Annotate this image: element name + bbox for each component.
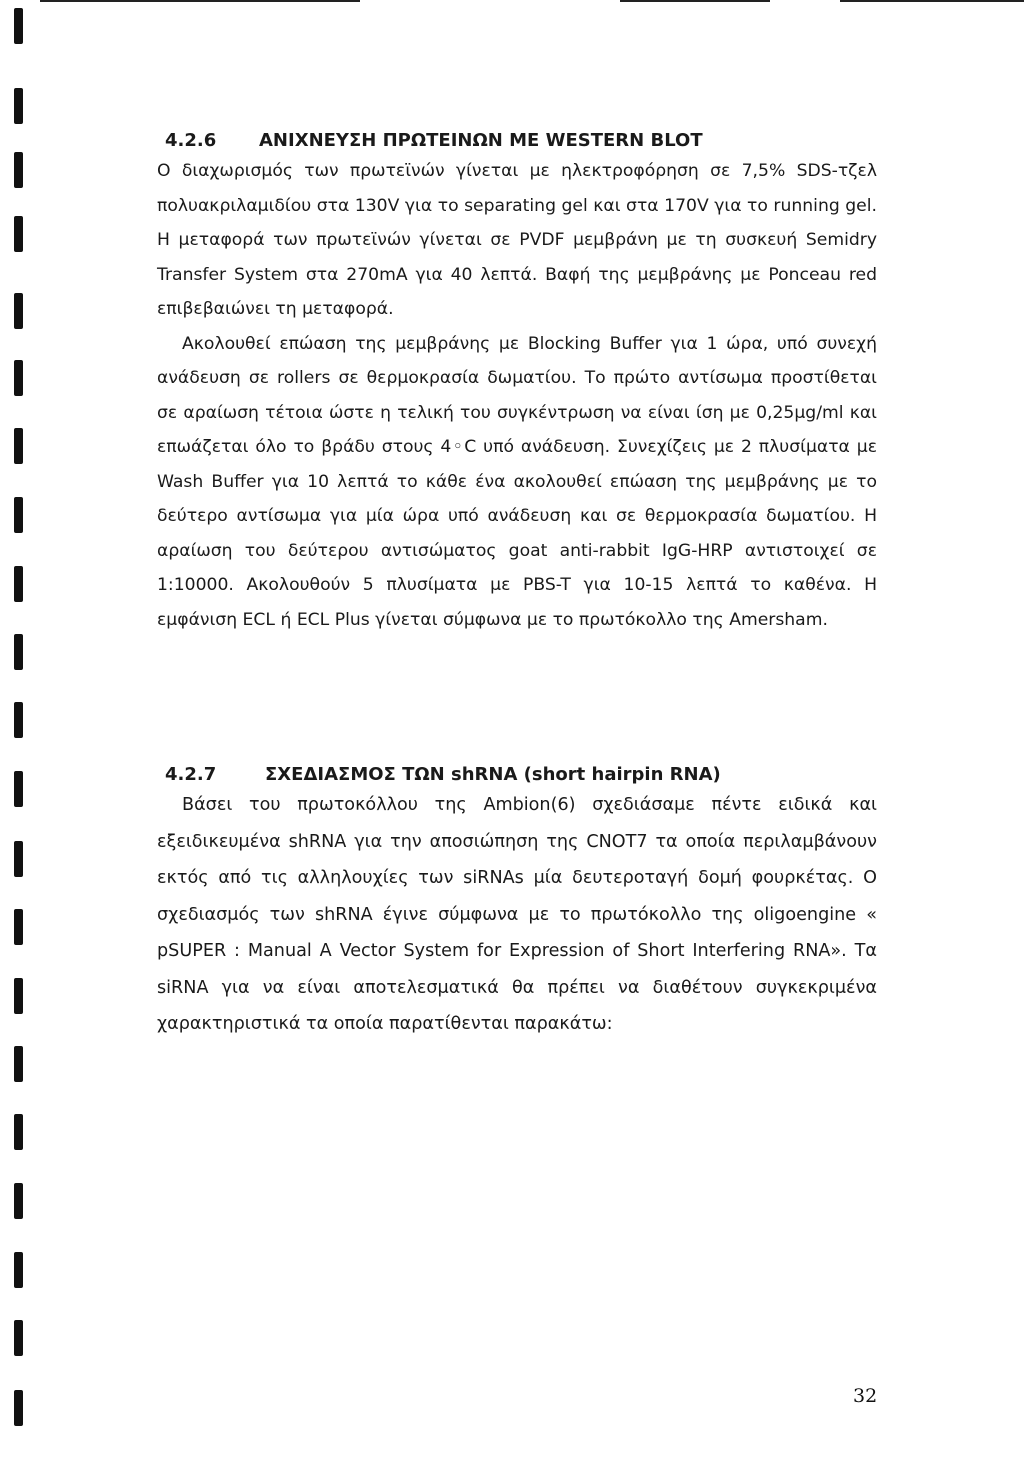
binding-mark	[14, 841, 23, 877]
binding-mark	[14, 293, 23, 329]
binding-mark	[14, 88, 23, 124]
scan-edge-line	[840, 0, 1024, 2]
binding-mark	[14, 566, 23, 602]
binding-mark	[14, 360, 23, 396]
paragraph: Ο διαχωρισμός των πρωτεϊνών γίνεται με ηλεκτροφόρηση σε 7,5% SDS-τζελ πολυακριλαμιδίου στα 130V για το separating gel και στα 170V για το running gel. Η μεταφορά των πρωτεϊνών γίνεται σε PVDF μεμβράνη με τη συσκευή Semidry Transfer System στα 270mA για 40 λεπτά. Βαφή της μεμβράνης με Ponceau red επιβεβαιώνει τη μεταφορά.	[157, 161, 877, 319]
binding-mark	[14, 978, 23, 1014]
section-title: ΣΧΕΔΙΑΣΜΟΣ ΤΩΝ shRNA (short hairpin RNA)	[265, 764, 721, 785]
binding-marks	[14, 0, 28, 1463]
binding-mark	[14, 1390, 23, 1426]
paragraph: Ακολουθεί επώαση της μεμβράνης με Blocking Buffer για 1 ώρα, υπό συνεχή ανάδευση σε rollers σε θερμοκρασία δωματίου. Το πρώτο αντίσωμα προστίθεται σε αραίωση τέτοια ώστε η τελική του συγκέντρωση να είναι ίση με 0,25μg/ml και επωάζεται όλο το βράδυ στους 4◦C υπό ανάδευση. Συνεχίζεις με 2 πλυσίματα με Wash Buffer για 10 λεπτά το κάθε ένα ακολουθεί επώαση της μεμβράνης με το δεύτερο αντίσωμα για μία ώρα υπό ανάδευση και σε θερμοκρασία δωματίου. Η αραίωση του δεύτερου αντισώματος goat anti-rabbit IgG-HRP αντιστοιχεί σε 1:10000. Ακολουθούν 5 πλυσίματα με PBS-T για 10-15 λεπτά το καθένα. Η εμφάνιση ECL ή ECL Plus γίνεται σύμφωνα με το πρωτόκολλο της Amersham.	[157, 333, 877, 630]
binding-mark	[14, 909, 23, 945]
section-heading	[165, 764, 877, 785]
binding-mark	[14, 1183, 23, 1219]
binding-mark	[14, 1046, 23, 1082]
binding-mark	[14, 771, 23, 807]
section-heading	[165, 130, 877, 151]
paragraph: Βάσει του πρωτοκόλλου της Ambion(6) σχεδιάσαμε πέντε ειδικά και εξειδικευμένα shRNA για την αποσιώπηση της CNOT7 τα οποία περιλαμβάνουν εκτός από τις αλληλουχίες των siRNAs μία δευτεροταγή δομή φουρκέτας. Ο σχεδιασμός των shRNA έγινε σύμφωνα με το πρωτόκολλο της oligoengine « pSUPER : Manual A Vector System for Expression of Short Interfering RNA». Τα siRNA για να είναι αποτελεσματικά θα πρέπει να διαθέτουν συγκεκριμένα χαρακτηριστικά τα οποία παρατίθενται παρακάτω:	[157, 795, 877, 1034]
binding-mark	[14, 1320, 23, 1356]
section-number: 4.2.6	[165, 130, 217, 151]
binding-mark	[14, 702, 23, 738]
page-number: 32	[853, 1385, 878, 1407]
section-title: ΑΝΙΧΝΕΥΣΗ ΠΡΩΤΕΙΝΩΝ ΜΕ WESTERN BLOT	[259, 130, 703, 151]
binding-mark	[14, 428, 23, 464]
binding-mark	[14, 8, 23, 44]
scan-edge-line	[620, 0, 770, 2]
binding-mark	[14, 1252, 23, 1288]
binding-mark	[14, 152, 23, 188]
section-shrna-design	[157, 764, 877, 1043]
section-number: 4.2.7	[165, 764, 217, 785]
binding-mark	[14, 497, 23, 533]
scan-edge-line	[40, 0, 360, 2]
section-western-blot	[157, 130, 877, 637]
binding-mark	[14, 216, 23, 252]
binding-mark	[14, 1114, 23, 1150]
binding-mark	[14, 634, 23, 670]
